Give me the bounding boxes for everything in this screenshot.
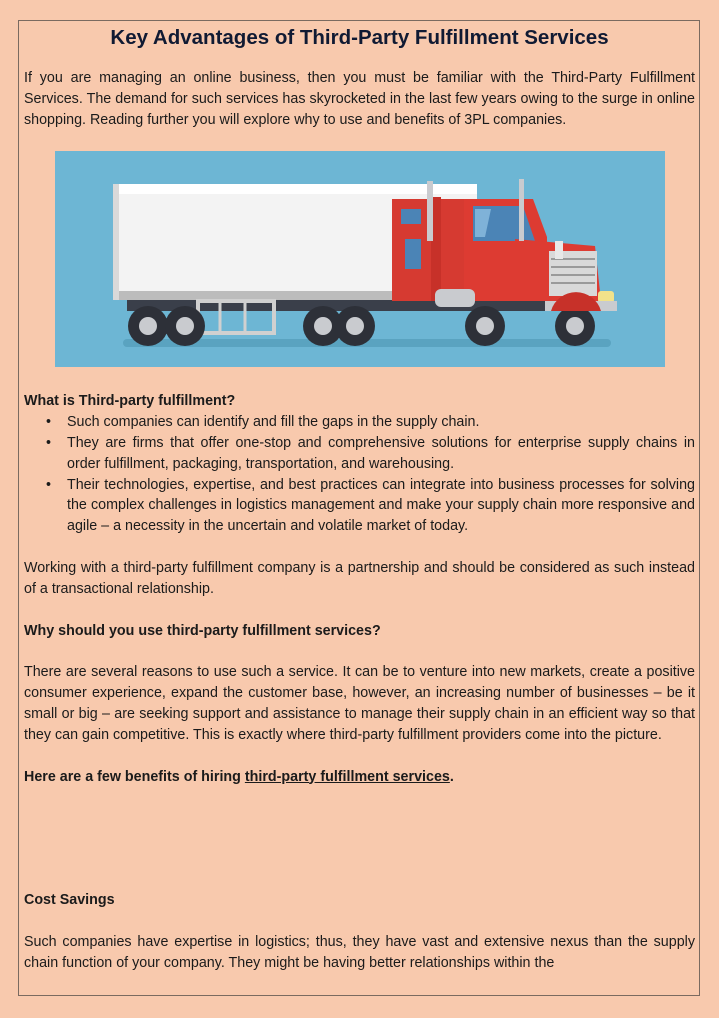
blank-space [24, 787, 695, 890]
door-window [405, 239, 421, 269]
benefits-prefix: Here are a few benefits of hiring [24, 768, 245, 785]
truck-illustration [55, 151, 665, 367]
exhaust-stack [427, 181, 433, 241]
sleeper-window [401, 209, 421, 224]
trailer-top-highlight [113, 184, 477, 194]
what-heading: What is Third-party fulfillment? [24, 393, 236, 410]
list-item: • They are firms that offer one-stop and comprehensive solutions for enterprise supply chains in order fulfillment, packaging, transportation, and warehousing. [67, 433, 695, 475]
intro-paragraph: If you are managing an online business, then you must be familiar with the Third-Party Fulfillment Services. The demand for such services has skyrocketed in the last few years owing to the surge in online shopping. Reading further you will explore why to use and benefits of 3PL companies. [24, 70, 695, 128]
what-list [24, 412, 695, 537]
cost-paragraph: Such companies have expertise in logistics; thus, they have vast and extensive nexus than the supply chain function of your company. They might be having better relationships within the [24, 934, 695, 971]
list-item: • Their technologies, expertise, and best practices can integrate into business processes for solving the complex challenges in logistics management and make your supply chain more responsive and agile – a necessity in the uncertain and volatile market of today. [67, 475, 695, 537]
partnership-paragraph: Working with a third-party fulfillment company is a partnership and should be considered as such instead of a transactional relationship. [24, 559, 695, 597]
cost-heading: Cost Savings [24, 892, 115, 909]
benefits-heading [24, 767, 695, 788]
fuel-tank [435, 289, 475, 307]
fulfillment-services-link[interactable]: third-party fulfillment services [244, 768, 450, 785]
trailer-rear-edge [113, 184, 119, 300]
mirror [555, 241, 563, 259]
document-content [24, 24, 695, 974]
list-item: • Such companies can identify and fill the gaps in the supply chain. [67, 412, 695, 433]
why-paragraph: There are several reasons to use such a service. It can be to venture into new markets, create a positive consumer experience, expand the customer base, however, an increasing number of businesses – be it small or big – are seeking support and assistance to manage their supply chain in an efficient way so that they can gain competitive. This is exactly where third-party fulfillment providers come into the picture. [24, 664, 695, 743]
why-heading: Why should you use third-party fulfillment services? [24, 622, 381, 639]
page-title: Key Advantages of Third-Party Fulfillment Services [110, 26, 609, 49]
benefits-suffix: . [449, 768, 454, 785]
